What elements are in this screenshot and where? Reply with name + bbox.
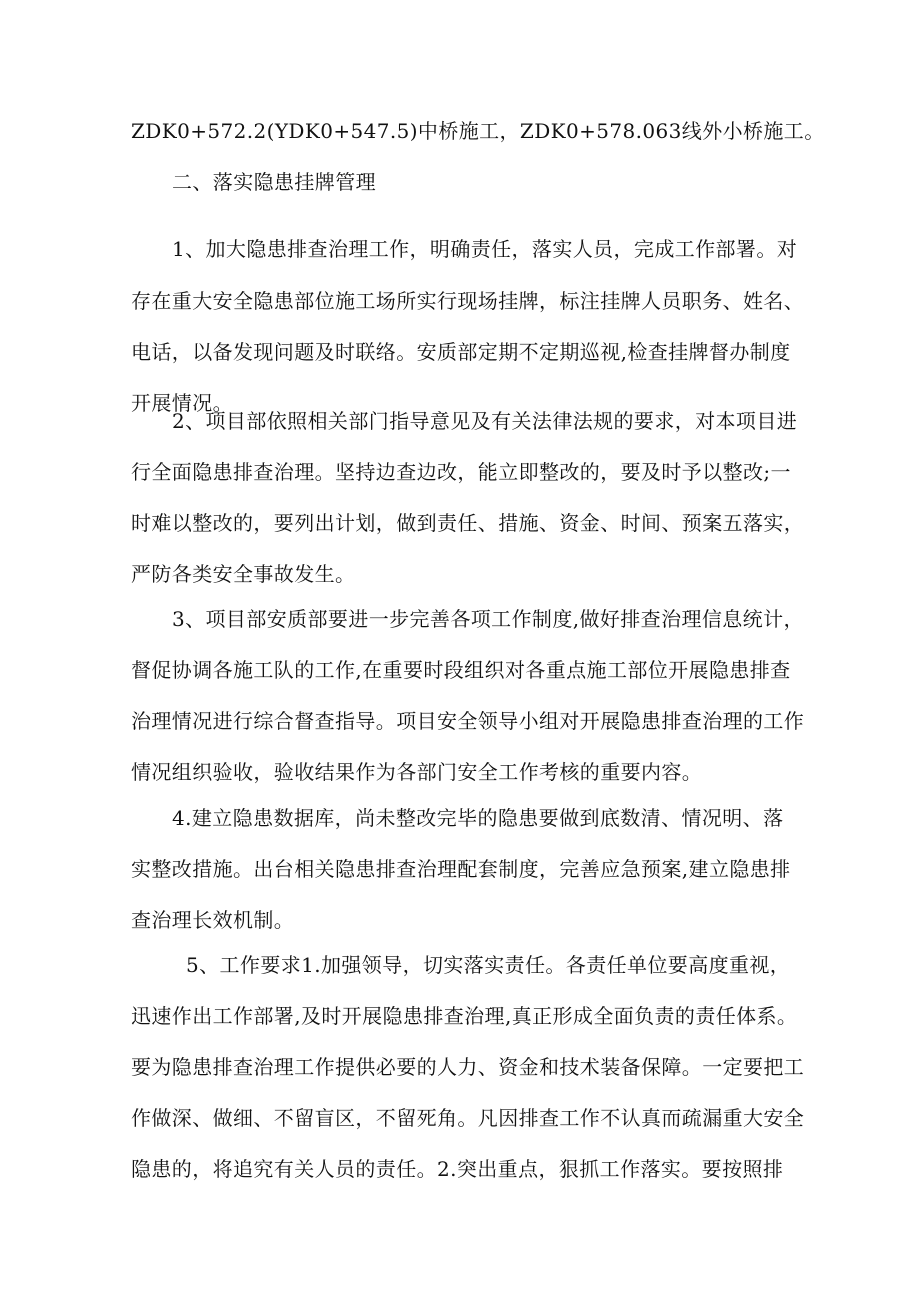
text-line-5: 电话，以备发现问题及时联络。安质部定期不定期巡视,检查挂牌督办制度	[131, 340, 791, 364]
text-line-19: 迅速作出工作部署,及时开展隐患排查治理,真正形成全面负责的责任体系。	[131, 1004, 798, 1028]
text-line-6: 开展情况。	[131, 391, 233, 415]
section-heading: 二、落实隐患挂牌管理	[172, 170, 376, 194]
text-line-8: 行全面隐患排查治理。坚持边查边改，能立即整改的，要及时予以整改;一	[131, 460, 791, 484]
text-line-11: 3、项目部安质部要进一步完善各项工作制度,做好排查治理信息统计，	[172, 607, 804, 631]
text-line-14: 情况组织验收，验收结果作为各部门安全工作考核的重要内容。	[131, 760, 703, 784]
text-line-4: 存在重大安全隐患部位施工场所实行现场挂牌，标注挂牌人员职务、姓名、	[131, 289, 805, 313]
text-line-9: 时难以整改的，要列出计划，做到责任、措施、资金、时间、预案五落实，	[131, 511, 805, 535]
text-line-10: 严防各类安全事故发生。	[131, 562, 356, 586]
text-line-21: 作做深、做细、不留盲区，不留死角。凡因排查工作不认真而疏漏重大安全	[131, 1106, 805, 1130]
text-line-3: 1、加大隐患排查治理工作，明确责任，落实人员，完成工作部署。对	[172, 237, 798, 261]
text-line-7: 2、项目部依照相关部门指导意见及有关法律法规的要求，对本项目进	[172, 409, 798, 433]
text-line-1: ZDK0+572.2(YDK0+547.5)中桥施工，ZDK0+578.063线外小桥施工。	[131, 119, 825, 143]
text-line-15: 4.建立隐患数据库，尚未整改完毕的隐患要做到底数清、情况明、落	[172, 806, 784, 830]
text-line-17: 查治理长效机制。	[131, 908, 295, 932]
text-line-16: 实整改措施。出台相关隐患排查治理配套制度，完善应急预案,建立隐患排	[131, 857, 791, 881]
text-line-20: 要为隐患排查治理工作提供必要的人力、资金和技术装备保障。一定要把工	[131, 1055, 805, 1079]
text-line-18: 5、工作要求1.加强领导，切实落实责任。各责任单位要高度重视，	[186, 953, 791, 977]
text-line-22: 隐患的，将追究有关人员的责任。2.突出重点，狠抓工作落实。要按照排	[131, 1157, 784, 1181]
text-line-12: 督促协调各施工队的工作,在重要时段组织对各重点施工部位开展隐患排查	[131, 658, 791, 682]
text-line-13: 治理情况进行综合督查指导。项目安全领导小组对开展隐患排查治理的工作	[131, 709, 805, 733]
